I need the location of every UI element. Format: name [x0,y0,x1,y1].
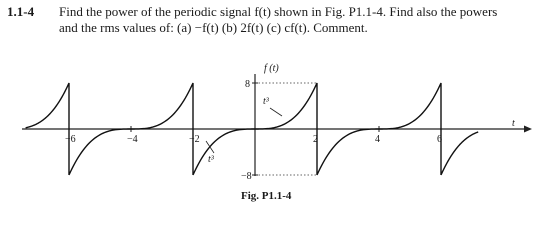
curve-label-upper-pointer [270,108,282,116]
signal-name-label: f (t) [264,63,279,74]
axes [22,74,532,176]
figure-labels [206,63,515,202]
problem-text-line-1: Find the power of the periodic signal f(t) shown in Fig. P1.1-4. Find also the powers [59,4,498,19]
t-axis-arrowhead [524,126,532,133]
x-tick-label: 6 [437,134,442,145]
x-tick-label: 4 [375,134,380,145]
x-tick-label: −4 [127,134,138,145]
figure-caption: Fig. P1.1-4 [241,190,292,202]
x-tick-label: −2 [189,134,200,145]
t-axis-label: t [512,118,515,129]
tick-marks [65,79,442,182]
problem-text-line-2: and the rms values of: (a) −f(t) (b) 2f(t) (c) cf(t). Comment. [59,20,368,35]
x-tick-label: −6 [65,134,76,145]
curve-label-upper: t³ [263,96,269,107]
y-tick-label: 8 [245,79,250,90]
problem-number: 1.1-4 [7,4,35,19]
x-tick-label: 2 [313,134,318,145]
curve-label-lower: t³ [208,154,214,165]
y-tick-label: −8 [241,171,252,182]
